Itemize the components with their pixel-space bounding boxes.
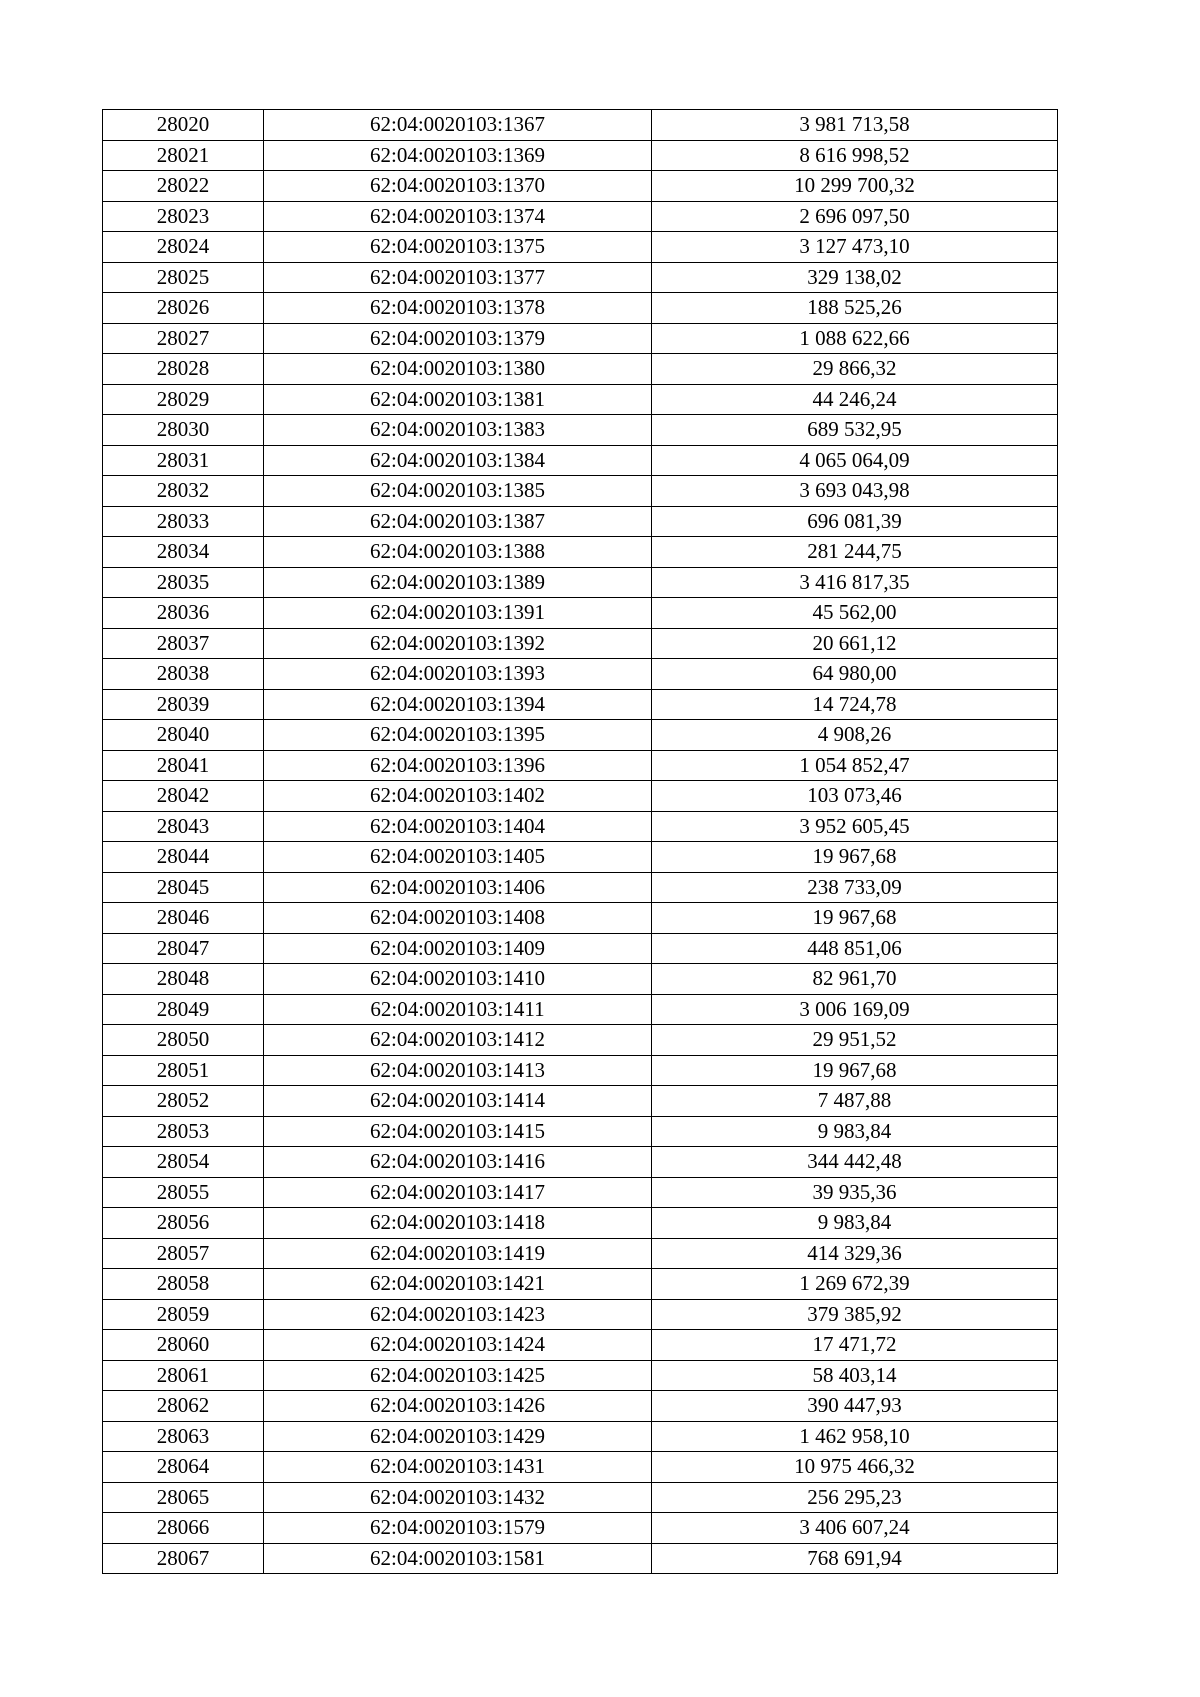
table-row xyxy=(103,1543,1058,1574)
table-row xyxy=(103,903,1058,934)
cadastral-value-cell: 3 006 169,09 xyxy=(652,994,1058,1025)
row-number-cell: 28024 xyxy=(103,232,264,263)
table-row xyxy=(103,689,1058,720)
cadastral-number-cell: 62:04:0020103:1406 xyxy=(264,872,652,903)
table-row xyxy=(103,994,1058,1025)
cadastral-value-cell: 39 935,36 xyxy=(652,1177,1058,1208)
row-number-cell: 28059 xyxy=(103,1299,264,1330)
cadastral-value-cell: 9 983,84 xyxy=(652,1116,1058,1147)
row-number-cell: 28053 xyxy=(103,1116,264,1147)
table-row xyxy=(103,567,1058,598)
cadastral-value-cell: 58 403,14 xyxy=(652,1360,1058,1391)
row-number-cell: 28036 xyxy=(103,598,264,629)
row-number-cell: 28050 xyxy=(103,1025,264,1056)
cadastral-number-cell: 62:04:0020103:1384 xyxy=(264,445,652,476)
cadastral-value-cell: 3 952 605,45 xyxy=(652,811,1058,842)
row-number-cell: 28067 xyxy=(103,1543,264,1574)
row-number-cell: 28054 xyxy=(103,1147,264,1178)
row-number-cell: 28056 xyxy=(103,1208,264,1239)
cadastral-number-cell: 62:04:0020103:1370 xyxy=(264,171,652,202)
cadastral-number-cell: 62:04:0020103:1395 xyxy=(264,720,652,751)
row-number-cell: 28047 xyxy=(103,933,264,964)
table-row xyxy=(103,659,1058,690)
row-number-cell: 28026 xyxy=(103,293,264,324)
cadastral-number-cell: 62:04:0020103:1394 xyxy=(264,689,652,720)
cadastral-value-cell: 10 975 466,32 xyxy=(652,1452,1058,1483)
cadastral-number-cell: 62:04:0020103:1378 xyxy=(264,293,652,324)
cadastral-number-cell: 62:04:0020103:1416 xyxy=(264,1147,652,1178)
cadastral-number-cell: 62:04:0020103:1402 xyxy=(264,781,652,812)
table-row xyxy=(103,262,1058,293)
cadastral-number-cell: 62:04:0020103:1419 xyxy=(264,1238,652,1269)
row-number-cell: 28058 xyxy=(103,1269,264,1300)
row-number-cell: 28055 xyxy=(103,1177,264,1208)
cadastral-value-cell: 45 562,00 xyxy=(652,598,1058,629)
row-number-cell: 28048 xyxy=(103,964,264,995)
table-row xyxy=(103,293,1058,324)
table-row xyxy=(103,1299,1058,1330)
cadastral-value-cell: 7 487,88 xyxy=(652,1086,1058,1117)
row-number-cell: 28061 xyxy=(103,1360,264,1391)
cadastral-value-cell: 390 447,93 xyxy=(652,1391,1058,1422)
cadastral-value-cell: 188 525,26 xyxy=(652,293,1058,324)
row-number-cell: 28045 xyxy=(103,872,264,903)
cadastral-value-cell: 281 244,75 xyxy=(652,537,1058,568)
row-number-cell: 28049 xyxy=(103,994,264,1025)
cadastral-value-cell: 8 616 998,52 xyxy=(652,140,1058,171)
cadastral-value-cell: 3 981 713,58 xyxy=(652,110,1058,141)
table-row xyxy=(103,1025,1058,1056)
table-row xyxy=(103,1452,1058,1483)
table-row xyxy=(103,201,1058,232)
row-number-cell: 28062 xyxy=(103,1391,264,1422)
table-row xyxy=(103,1513,1058,1544)
row-number-cell: 28041 xyxy=(103,750,264,781)
row-number-cell: 28038 xyxy=(103,659,264,690)
table-row xyxy=(103,964,1058,995)
cadastral-number-cell: 62:04:0020103:1579 xyxy=(264,1513,652,1544)
row-number-cell: 28029 xyxy=(103,384,264,415)
row-number-cell: 28022 xyxy=(103,171,264,202)
cadastral-number-cell: 62:04:0020103:1388 xyxy=(264,537,652,568)
cadastral-number-cell: 62:04:0020103:1408 xyxy=(264,903,652,934)
cadastral-number-cell: 62:04:0020103:1425 xyxy=(264,1360,652,1391)
table-row xyxy=(103,811,1058,842)
cadastral-number-cell: 62:04:0020103:1415 xyxy=(264,1116,652,1147)
table-row xyxy=(103,1208,1058,1239)
table-row xyxy=(103,506,1058,537)
cadastral-number-cell: 62:04:0020103:1385 xyxy=(264,476,652,507)
cadastral-value-cell: 10 299 700,32 xyxy=(652,171,1058,202)
table-row xyxy=(103,1177,1058,1208)
table-row xyxy=(103,1330,1058,1361)
cadastral-value-cell: 19 967,68 xyxy=(652,842,1058,873)
row-number-cell: 28043 xyxy=(103,811,264,842)
cadastral-value-cell: 9 983,84 xyxy=(652,1208,1058,1239)
cadastral-number-cell: 62:04:0020103:1426 xyxy=(264,1391,652,1422)
cadastral-number-cell: 62:04:0020103:1423 xyxy=(264,1299,652,1330)
cadastral-value-cell: 238 733,09 xyxy=(652,872,1058,903)
cadastral-number-cell: 62:04:0020103:1431 xyxy=(264,1452,652,1483)
cadastral-value-cell: 414 329,36 xyxy=(652,1238,1058,1269)
cadastral-value-cell: 29 866,32 xyxy=(652,354,1058,385)
table-row xyxy=(103,384,1058,415)
cadastral-number-cell: 62:04:0020103:1414 xyxy=(264,1086,652,1117)
cadastral-number-cell: 62:04:0020103:1392 xyxy=(264,628,652,659)
table-row xyxy=(103,171,1058,202)
cadastral-value-cell: 696 081,39 xyxy=(652,506,1058,537)
row-number-cell: 28027 xyxy=(103,323,264,354)
cadastral-number-cell: 62:04:0020103:1377 xyxy=(264,262,652,293)
table-row xyxy=(103,720,1058,751)
cadastral-number-cell: 62:04:0020103:1411 xyxy=(264,994,652,1025)
cadastral-value-cell: 4 908,26 xyxy=(652,720,1058,751)
cadastral-number-cell: 62:04:0020103:1396 xyxy=(264,750,652,781)
row-number-cell: 28064 xyxy=(103,1452,264,1483)
cadastral-number-cell: 62:04:0020103:1374 xyxy=(264,201,652,232)
row-number-cell: 28028 xyxy=(103,354,264,385)
table-row xyxy=(103,1086,1058,1117)
table-row xyxy=(103,1421,1058,1452)
row-number-cell: 28031 xyxy=(103,445,264,476)
cadastral-value-cell: 1 269 672,39 xyxy=(652,1269,1058,1300)
table-row xyxy=(103,628,1058,659)
row-number-cell: 28057 xyxy=(103,1238,264,1269)
row-number-cell: 28063 xyxy=(103,1421,264,1452)
row-number-cell: 28065 xyxy=(103,1482,264,1513)
row-number-cell: 28021 xyxy=(103,140,264,171)
table-row xyxy=(103,1482,1058,1513)
cadastral-number-cell: 62:04:0020103:1409 xyxy=(264,933,652,964)
cadastral-value-cell: 20 661,12 xyxy=(652,628,1058,659)
cadastral-number-cell: 62:04:0020103:1380 xyxy=(264,354,652,385)
table-row xyxy=(103,232,1058,263)
cadastral-number-cell: 62:04:0020103:1404 xyxy=(264,811,652,842)
row-number-cell: 28051 xyxy=(103,1055,264,1086)
cadastral-value-cell: 19 967,68 xyxy=(652,1055,1058,1086)
row-number-cell: 28032 xyxy=(103,476,264,507)
cadastral-number-cell: 62:04:0020103:1381 xyxy=(264,384,652,415)
cadastral-number-cell: 62:04:0020103:1389 xyxy=(264,567,652,598)
table-row xyxy=(103,1238,1058,1269)
cadastral-number-cell: 62:04:0020103:1387 xyxy=(264,506,652,537)
cadastral-value-cell: 3 406 607,24 xyxy=(652,1513,1058,1544)
cadastral-number-cell: 62:04:0020103:1393 xyxy=(264,659,652,690)
cadastral-value-cell: 256 295,23 xyxy=(652,1482,1058,1513)
cadastral-value-cell: 17 471,72 xyxy=(652,1330,1058,1361)
row-number-cell: 28034 xyxy=(103,537,264,568)
cadastral-value-cell: 82 961,70 xyxy=(652,964,1058,995)
cadastral-number-cell: 62:04:0020103:1405 xyxy=(264,842,652,873)
cadastral-number-cell: 62:04:0020103:1581 xyxy=(264,1543,652,1574)
cadastral-value-cell: 344 442,48 xyxy=(652,1147,1058,1178)
row-number-cell: 28037 xyxy=(103,628,264,659)
cadastral-value-cell: 1 054 852,47 xyxy=(652,750,1058,781)
row-number-cell: 28033 xyxy=(103,506,264,537)
cadastral-number-cell: 62:04:0020103:1418 xyxy=(264,1208,652,1239)
table-row xyxy=(103,476,1058,507)
table-row xyxy=(103,1391,1058,1422)
cadastral-value-cell: 103 073,46 xyxy=(652,781,1058,812)
cadastral-number-cell: 62:04:0020103:1375 xyxy=(264,232,652,263)
row-number-cell: 28030 xyxy=(103,415,264,446)
cadastral-value-cell: 4 065 064,09 xyxy=(652,445,1058,476)
row-number-cell: 28023 xyxy=(103,201,264,232)
cadastral-value-table xyxy=(102,109,1058,1574)
table-row xyxy=(103,323,1058,354)
cadastral-value-cell: 329 138,02 xyxy=(652,262,1058,293)
table-row xyxy=(103,1147,1058,1178)
cadastral-value-cell: 379 385,92 xyxy=(652,1299,1058,1330)
cadastral-number-cell: 62:04:0020103:1421 xyxy=(264,1269,652,1300)
cadastral-number-cell: 62:04:0020103:1413 xyxy=(264,1055,652,1086)
row-number-cell: 28066 xyxy=(103,1513,264,1544)
row-number-cell: 28060 xyxy=(103,1330,264,1361)
table-row xyxy=(103,1360,1058,1391)
cadastral-number-cell: 62:04:0020103:1429 xyxy=(264,1421,652,1452)
row-number-cell: 28042 xyxy=(103,781,264,812)
table-row xyxy=(103,598,1058,629)
cadastral-number-cell: 62:04:0020103:1369 xyxy=(264,140,652,171)
table-row xyxy=(103,933,1058,964)
cadastral-number-cell: 62:04:0020103:1432 xyxy=(264,1482,652,1513)
table-row xyxy=(103,110,1058,141)
row-number-cell: 28039 xyxy=(103,689,264,720)
cadastral-value-cell: 1 462 958,10 xyxy=(652,1421,1058,1452)
cadastral-number-cell: 62:04:0020103:1412 xyxy=(264,1025,652,1056)
table-row xyxy=(103,872,1058,903)
cadastral-value-cell: 44 246,24 xyxy=(652,384,1058,415)
cadastral-number-cell: 62:04:0020103:1367 xyxy=(264,110,652,141)
row-number-cell: 28044 xyxy=(103,842,264,873)
row-number-cell: 28040 xyxy=(103,720,264,751)
cadastral-value-cell: 1 088 622,66 xyxy=(652,323,1058,354)
row-number-cell: 28052 xyxy=(103,1086,264,1117)
table-row xyxy=(103,842,1058,873)
cadastral-value-cell: 64 980,00 xyxy=(652,659,1058,690)
cadastral-value-cell: 3 416 817,35 xyxy=(652,567,1058,598)
table-row xyxy=(103,354,1058,385)
table-row xyxy=(103,445,1058,476)
cadastral-value-cell: 689 532,95 xyxy=(652,415,1058,446)
cadastral-value-cell: 2 696 097,50 xyxy=(652,201,1058,232)
row-number-cell: 28035 xyxy=(103,567,264,598)
cadastral-number-cell: 62:04:0020103:1383 xyxy=(264,415,652,446)
row-number-cell: 28046 xyxy=(103,903,264,934)
row-number-cell: 28025 xyxy=(103,262,264,293)
table-row xyxy=(103,415,1058,446)
cadastral-value-cell: 14 724,78 xyxy=(652,689,1058,720)
cadastral-number-cell: 62:04:0020103:1410 xyxy=(264,964,652,995)
cadastral-value-cell: 768 691,94 xyxy=(652,1543,1058,1574)
table-row xyxy=(103,1116,1058,1147)
table-row xyxy=(103,781,1058,812)
table-row xyxy=(103,1055,1058,1086)
cadastral-value-cell: 448 851,06 xyxy=(652,933,1058,964)
table-row xyxy=(103,140,1058,171)
table-body xyxy=(103,110,1058,1574)
cadastral-value-cell: 19 967,68 xyxy=(652,903,1058,934)
table-row xyxy=(103,750,1058,781)
cadastral-value-cell: 3 127 473,10 xyxy=(652,232,1058,263)
cadastral-number-cell: 62:04:0020103:1417 xyxy=(264,1177,652,1208)
cadastral-value-cell: 3 693 043,98 xyxy=(652,476,1058,507)
row-number-cell: 28020 xyxy=(103,110,264,141)
table-row xyxy=(103,1269,1058,1300)
cadastral-number-cell: 62:04:0020103:1379 xyxy=(264,323,652,354)
cadastral-number-cell: 62:04:0020103:1424 xyxy=(264,1330,652,1361)
cadastral-value-cell: 29 951,52 xyxy=(652,1025,1058,1056)
table-row xyxy=(103,537,1058,568)
cadastral-number-cell: 62:04:0020103:1391 xyxy=(264,598,652,629)
